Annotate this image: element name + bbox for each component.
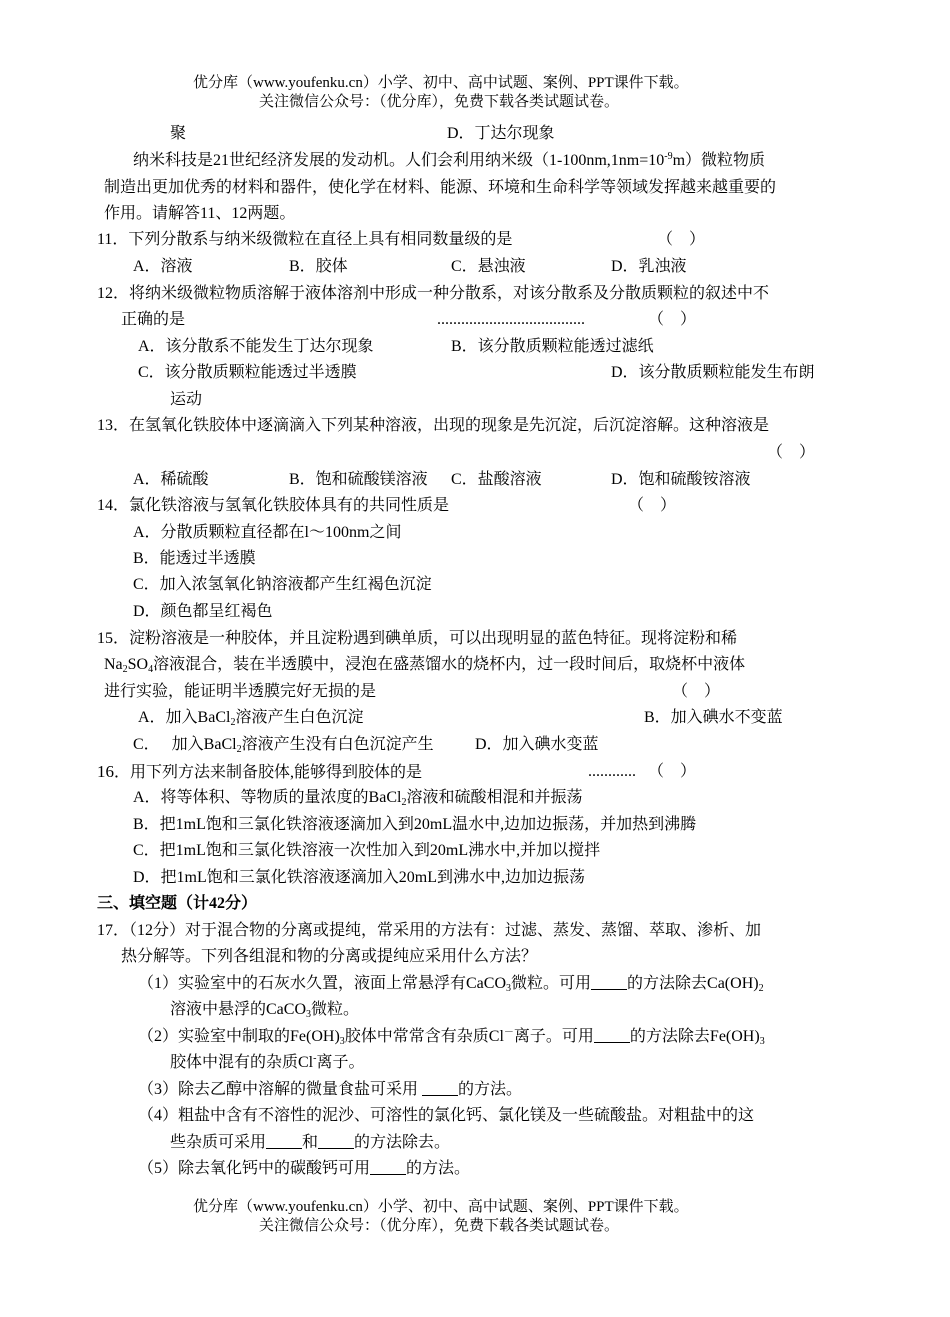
q14-option-d: D．颜色都呈红褐色 <box>133 603 273 620</box>
answer-blank-4a[interactable] <box>266 1134 302 1149</box>
q17-part-3: （3）除去乙醇中溶解的微量食盐可采用 的方法。 <box>138 1081 523 1098</box>
previous-question-fragment: 聚 <box>170 125 187 142</box>
q15-option-b: B．加入碘水不变蓝 <box>644 709 783 726</box>
q13-option-c: C．盐酸溶液 <box>451 471 542 488</box>
header-line-2: 关注微信公众号：（优分库），免费下载各类试题试卷。 <box>259 94 620 110</box>
intro-line-1: 纳米科技是21世纪经济发展的发动机。人们会利用纳米级$(1-100nm,1nm=10^{-9}m)$微粒物质 <box>133 151 766 169</box>
q14-answer-paren: （ ） <box>628 497 677 514</box>
answer-blank-2[interactable] <box>594 1028 630 1043</box>
q15-stem-line-3: 进行实验，能证明半透膜完好无损的是 <box>104 683 377 700</box>
answer-blank-4b[interactable] <box>318 1134 354 1149</box>
q15-option-c: C． 加入BaCl$_2$溶液产生没有白色沉淀产生 <box>133 736 434 755</box>
q13-option-d: D．饱和硫酸铵溶液 <box>611 471 751 488</box>
q16-option-c: C．把1mL饱和三氯化铁溶液一次性加入到20mL沸水中,并加以搅拌 <box>133 842 601 859</box>
q13-answer-paren: （ ） <box>767 444 816 461</box>
q16-stem: 16．用下列方法来制备胶体,能够得到胶体的是 <box>97 762 423 781</box>
q17-part-2-cont: 胶体中混有的杂质Cl-离子。 <box>170 1053 365 1071</box>
q12-option-d-cont: 运动 <box>170 391 203 408</box>
q14-option-a: A．分散质颗粒直径都在l～100nm之间 <box>133 524 402 541</box>
answer-blank-1[interactable] <box>591 975 627 990</box>
q16-option-d: D．把1mL饱和三氯化铁溶液逐滴加入20mL到沸水中,边加边振荡 <box>133 869 585 886</box>
q11-option-c: C．悬浊液 <box>451 258 526 275</box>
footer-line-2: 关注微信公众号：（优分库），免费下载各类试题试卷。 <box>259 1218 620 1234</box>
q16-option-a: A．将等体积、等物质的量浓度的BaCl$_2$溶液和硫酸相混和并振荡 <box>133 789 583 808</box>
q17-part-1-cont: 溶液中悬浮的CaCO$_3$微粒。 <box>170 1001 360 1020</box>
q17-part-2: （2）实验室中制取的$Fe(OH)_3$胶体中常常含有杂质Cl－离子。可用 的方法除去$Fe(OH)_3$ <box>138 1027 765 1047</box>
q11-option-d: D．乳浊液 <box>611 258 687 275</box>
q17-part-4-cont: 些杂质可采用 和 的方法除去。 <box>170 1134 451 1151</box>
q15-stem-line-2: $Na_2SO_4$溶液混合，装在半透膜中，浸泡在盛蒸馏水的烧杯内，过一段时间后，取烧杯中液体 <box>104 656 746 675</box>
q16-answer-paren: （ ） <box>648 763 697 780</box>
previous-option-d: D．丁达尔现象 <box>447 125 555 142</box>
q11-answer-paren: （ ） <box>657 231 706 248</box>
q12-stem-line-2: 正确的是 <box>121 311 186 328</box>
q14-option-b: B．能透过半透膜 <box>133 550 256 567</box>
q12-option-d: D．该分散质颗粒能发生布朗 <box>611 364 815 381</box>
q12-option-c: C．该分散质颗粒能透过半透膜 <box>138 364 357 381</box>
q17-stem-line-2: 热分解等。下列各组混和物的分离或提纯应采用什么方法？ <box>121 948 538 965</box>
intro-line-3: 作用。请解答11、12两题。 <box>104 205 296 222</box>
footer-line-1: 优分库（www.youfenku.cn）小学、初中、高中试题、案例、PPT课件下载。 <box>193 1199 689 1215</box>
q17-part-4: （4）粗盐中含有不溶性的泥沙、可溶性的氯化钙、氯化镁及一些硫酸盐。对粗盐中的这 <box>138 1107 755 1124</box>
answer-blank-3[interactable] <box>422 1081 458 1096</box>
q12-answer-paren: （ ） <box>648 311 697 328</box>
q12-option-b: B．该分散质颗粒能透过滤纸 <box>451 338 654 355</box>
q15-stem: 15．淀粉溶液是一种胶体，并且淀粉遇到碘单质，可以出现明显的蓝色特征。现将淀粉和稀 <box>97 630 738 647</box>
q17-stem: 17．（12分）对于混合物的分离或提纯，常采用的方法有：过滤、蒸发、蒸馏、萃取、渗析、加 <box>97 922 762 939</box>
header-line-1: 优分库（www.youfenku.cn）小学、初中、高中试题、案例、PPT课件下载。 <box>193 75 689 91</box>
q15-answer-paren: （ ） <box>672 683 721 700</box>
section-3-heading: 三、填空题（计42分） <box>97 895 258 912</box>
q17-part-1: （1）实验室中的石灰水久置，液面上常悬浮有CaCO$_3$微粒。可用 的方法除去$Ca(OH)_2$ <box>138 975 764 994</box>
q13-option-b: B．饱和硫酸镁溶液 <box>289 471 428 488</box>
q15-option-d: D．加入碘水变蓝 <box>475 736 599 753</box>
answer-blank-5[interactable] <box>370 1160 406 1175</box>
q17-part-5: （5）除去氧化钙中的碳酸钙可用 的方法。 <box>138 1160 471 1177</box>
q14-option-c: C．加入浓氢氧化钠溶液都产生红褐色沉淀 <box>133 576 432 593</box>
q12-option-a: A．该分散系不能发生丁达尔现象 <box>138 338 374 355</box>
q13-option-a: A．稀硫酸 <box>133 471 209 488</box>
q13-stem: 13．在氢氧化铁胶体中逐滴滴入下列某种溶液，出现的现象是先沉淀，后沉淀溶解。这种溶液是 <box>97 417 770 434</box>
q11-stem: 11．下列分散系与纳米级微粒在直径上具有相同数量级的是 <box>97 231 513 248</box>
q16-dots: ............ <box>588 763 636 780</box>
q15-option-a: A．加入BaCl$_2$溶液产生白色沉淀 <box>138 709 364 728</box>
q11-option-a: A．溶液 <box>133 258 193 275</box>
q11-option-b: B．胶体 <box>289 258 348 275</box>
intro-line-2: 制造出更加优秀的材料和器件，使化学在材料、能源、环境和生命科学等领域发挥越来越重要的 <box>104 179 777 196</box>
q12-stem: 12．将纳米级微粒物质溶解于液体溶剂中形成一种分散系，对该分散系及分散质颗粒的叙述中不 <box>97 285 770 302</box>
q12-dots: ..................................... <box>437 311 585 328</box>
q14-stem: 14．氯化铁溶液与氢氧化铁胶体具有的共同性质是 <box>97 497 450 514</box>
q16-option-b: B．把1mL饱和三氯化铁溶液逐滴加入到20mL温水中,边加边振荡，并加热到沸腾 <box>133 816 697 833</box>
